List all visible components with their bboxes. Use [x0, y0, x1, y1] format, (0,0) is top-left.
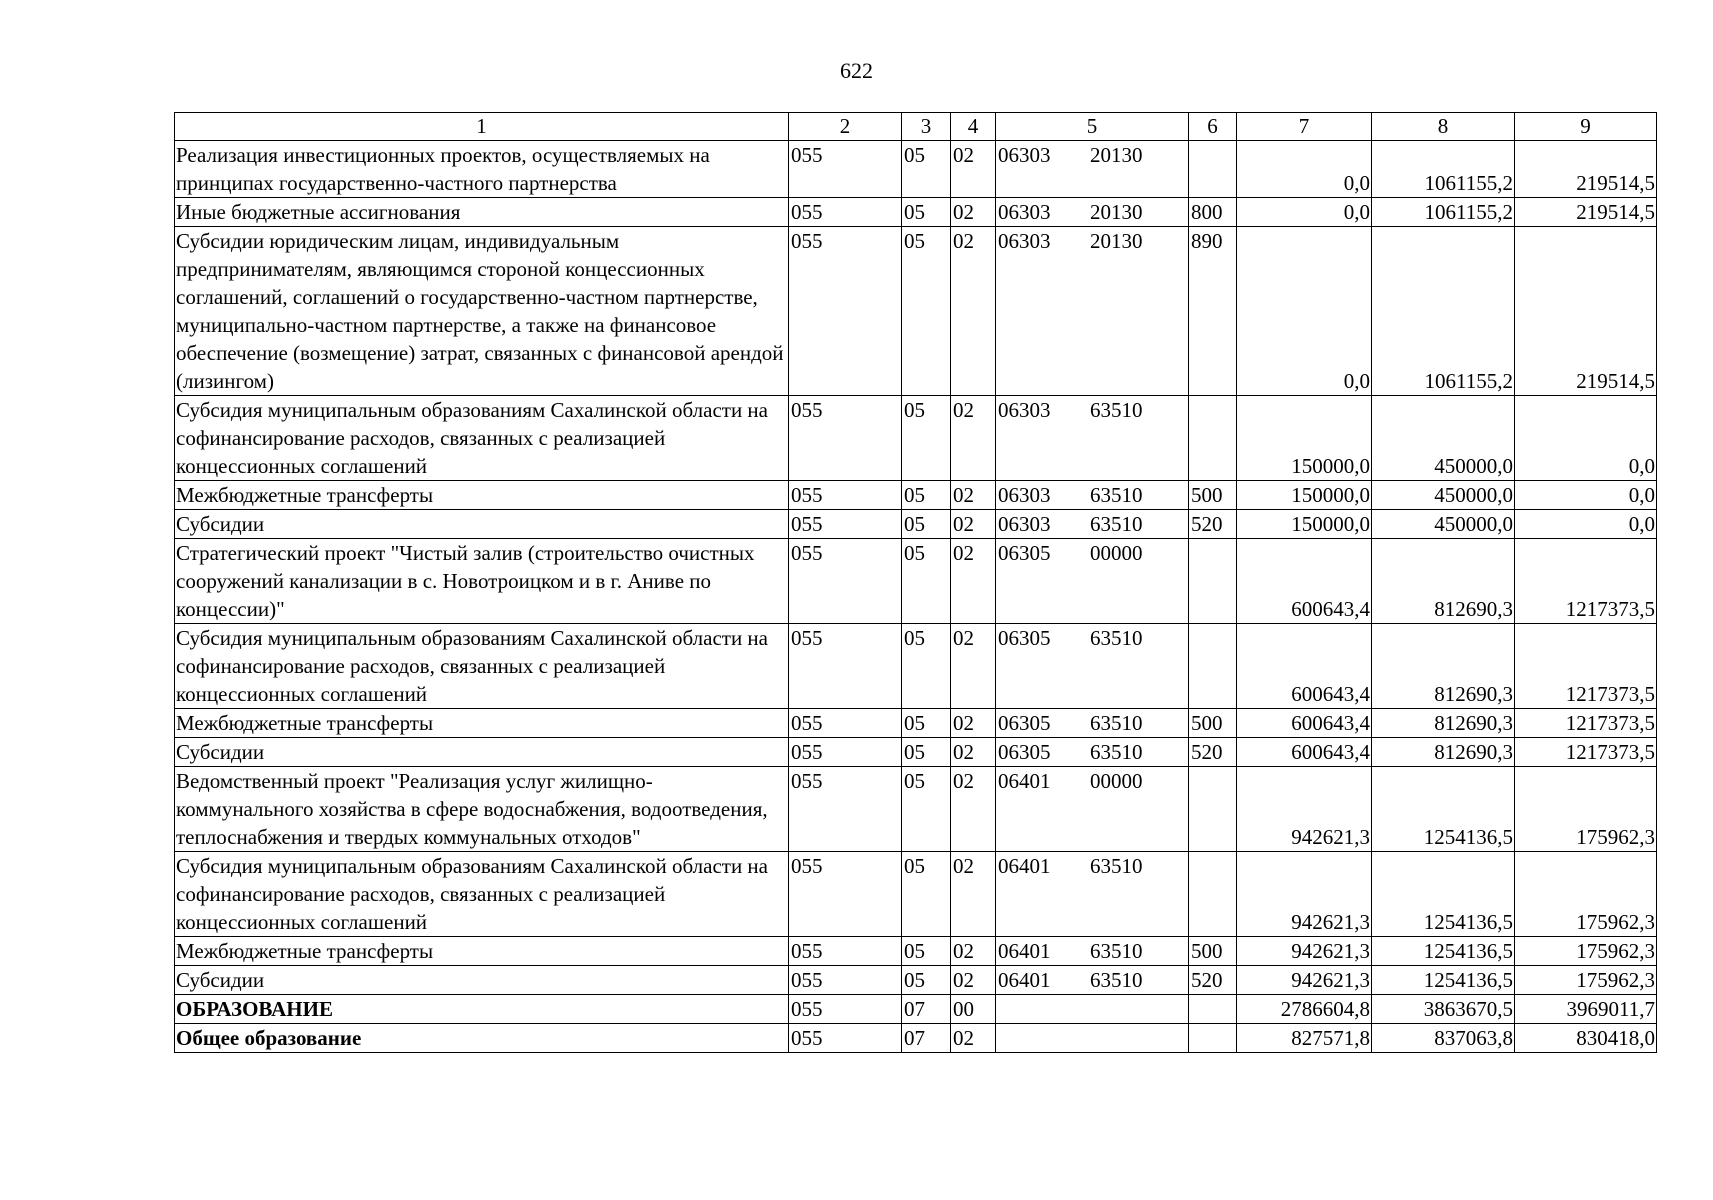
amount-col-8: 812690,3	[1372, 738, 1515, 767]
amount-col-9: 219514,5	[1515, 227, 1657, 396]
expense-name: Субсидия муниципальным образованиям Сахалинской области на софинансирование расходов, связанных с реализацией концессионных соглашений	[175, 396, 789, 481]
amount-col-9: 219514,5	[1515, 141, 1657, 198]
amount-col-9: 175962,3	[1515, 966, 1657, 995]
direction-code: 00000	[1090, 541, 1143, 565]
table-row	[175, 852, 1657, 937]
direction-code: 63510	[1090, 512, 1143, 536]
amount-col-8: 1254136,5	[1372, 937, 1515, 966]
amount-col-8: 812690,3	[1372, 539, 1515, 624]
direction-code: 63510	[1090, 968, 1143, 992]
expense-type-code: 520	[1189, 510, 1237, 539]
table-row	[175, 539, 1657, 624]
expense-name: ОБРАЗОВАНИЕ	[175, 995, 789, 1024]
subsection-code: 02	[951, 539, 996, 624]
ministry-code: 055	[789, 141, 902, 198]
ministry-code: 055	[789, 624, 902, 709]
expense-type-code: 890	[1189, 227, 1237, 396]
amount-col-7: 942621,3	[1237, 966, 1372, 995]
subsection-code: 02	[951, 396, 996, 481]
section-code: 05	[902, 624, 951, 709]
ministry-code: 055	[789, 481, 902, 510]
program-code: 06401	[998, 939, 1051, 963]
amount-col-9: 3969011,7	[1515, 995, 1657, 1024]
subsection-code: 02	[951, 852, 996, 937]
section-code: 05	[902, 852, 951, 937]
target-article-code	[996, 738, 1189, 767]
expense-name: Общее образование	[175, 1024, 789, 1053]
table-row	[175, 198, 1657, 227]
section-code: 05	[902, 510, 951, 539]
section-code: 05	[902, 767, 951, 852]
expense-name: Субсидии	[175, 738, 789, 767]
direction-code: 63510	[1090, 939, 1143, 963]
header-col-7: 7	[1237, 113, 1372, 141]
table-row	[175, 481, 1657, 510]
expense-name: Стратегический проект "Чистый залив (строительство очистных сооружений канализации в с. Новотроицком и в г. Аниве по концессии)"	[175, 539, 789, 624]
amount-col-7: 150000,0	[1237, 396, 1372, 481]
target-article-code	[996, 539, 1189, 624]
header-col-8: 8	[1372, 113, 1515, 141]
amount-col-9: 175962,3	[1515, 852, 1657, 937]
amount-col-8: 812690,3	[1372, 624, 1515, 709]
ministry-code: 055	[789, 852, 902, 937]
expense-type-code	[1189, 539, 1237, 624]
amount-col-7: 600643,4	[1237, 738, 1372, 767]
amount-col-7: 600643,4	[1237, 709, 1372, 738]
target-article-code	[996, 937, 1189, 966]
subsection-code: 00	[951, 995, 996, 1024]
amount-col-7: 150000,0	[1237, 481, 1372, 510]
program-code: 06303	[998, 229, 1051, 253]
expense-name: Субсидии	[175, 966, 789, 995]
program-code: 06305	[998, 740, 1051, 764]
table-row	[175, 767, 1657, 852]
table-row	[175, 995, 1657, 1024]
amount-col-9: 0,0	[1515, 510, 1657, 539]
amount-col-7: 600643,4	[1237, 539, 1372, 624]
subsection-code: 02	[951, 227, 996, 396]
section-code: 05	[902, 396, 951, 481]
table-row	[175, 738, 1657, 767]
subsection-code: 02	[951, 1024, 996, 1053]
table-row	[175, 227, 1657, 396]
target-article-code	[996, 709, 1189, 738]
expense-type-code: 520	[1189, 738, 1237, 767]
amount-col-7: 2786604,8	[1237, 995, 1372, 1024]
header-col-2: 2	[789, 113, 902, 141]
program-code: 06401	[998, 769, 1051, 793]
ministry-code: 055	[789, 1024, 902, 1053]
target-article-code	[996, 510, 1189, 539]
table-row	[175, 937, 1657, 966]
table-row	[175, 1024, 1657, 1053]
table-body	[175, 141, 1657, 1053]
subsection-code: 02	[951, 624, 996, 709]
ministry-code: 055	[789, 510, 902, 539]
amount-col-8: 450000,0	[1372, 396, 1515, 481]
expense-type-code: 500	[1189, 481, 1237, 510]
expense-name: Реализация инвестиционных проектов, осуществляемых на принципах государственно-частного партнерства	[175, 141, 789, 198]
amount-col-9: 175962,3	[1515, 937, 1657, 966]
header-col-9: 9	[1515, 113, 1657, 141]
direction-code: 20130	[1090, 200, 1143, 224]
amount-col-9: 0,0	[1515, 396, 1657, 481]
program-code: 06303	[998, 200, 1051, 224]
section-code: 05	[902, 227, 951, 396]
header-col-1: 1	[175, 113, 789, 141]
amount-col-8: 812690,3	[1372, 709, 1515, 738]
amount-col-9: 1217373,5	[1515, 738, 1657, 767]
expense-name: Ведомственный проект "Реализация услуг жилищно-коммунального хозяйства в сфере водоснабжения, водоотведения, теплоснабжения и твердых коммунальных отходов"	[175, 767, 789, 852]
header-col-3: 3	[902, 113, 951, 141]
amount-col-7: 942621,3	[1237, 767, 1372, 852]
amount-col-8: 450000,0	[1372, 481, 1515, 510]
expense-type-code	[1189, 141, 1237, 198]
expense-name: Межбюджетные трансферты	[175, 481, 789, 510]
amount-col-7: 942621,3	[1237, 937, 1372, 966]
direction-code: 63510	[1090, 483, 1143, 507]
section-code: 05	[902, 141, 951, 198]
amount-col-8: 450000,0	[1372, 510, 1515, 539]
program-code: 06305	[998, 626, 1051, 650]
expense-name: Субсидия муниципальным образованиям Сахалинской области на софинансирование расходов, связанных с реализацией концессионных соглашений	[175, 624, 789, 709]
target-article-code	[996, 624, 1189, 709]
subsection-code: 02	[951, 141, 996, 198]
amount-col-8: 1254136,5	[1372, 852, 1515, 937]
target-article-code	[996, 852, 1189, 937]
target-article-code	[996, 1024, 1189, 1053]
program-code: 06305	[998, 541, 1051, 565]
ministry-code: 055	[789, 396, 902, 481]
amount-col-8: 1061155,2	[1372, 198, 1515, 227]
table-row	[175, 966, 1657, 995]
subsection-code: 02	[951, 510, 996, 539]
subsection-code: 02	[951, 198, 996, 227]
amount-col-9: 1217373,5	[1515, 539, 1657, 624]
expense-name: Субсидия муниципальным образованиям Сахалинской области на софинансирование расходов, связанных с реализацией концессионных соглашений	[175, 852, 789, 937]
expense-type-code	[1189, 767, 1237, 852]
amount-col-8: 1254136,5	[1372, 966, 1515, 995]
expense-type-code	[1189, 1024, 1237, 1053]
table-row	[175, 510, 1657, 539]
ministry-code: 055	[789, 937, 902, 966]
direction-code: 63510	[1090, 626, 1143, 650]
expense-type-code	[1189, 995, 1237, 1024]
amount-col-8: 1061155,2	[1372, 141, 1515, 198]
header-col-6: 6	[1189, 113, 1237, 141]
expense-name: Иные бюджетные ассигнования	[175, 198, 789, 227]
direction-code: 63510	[1090, 854, 1143, 878]
amount-col-9: 1217373,5	[1515, 624, 1657, 709]
amount-col-7: 0,0	[1237, 227, 1372, 396]
ministry-code: 055	[789, 198, 902, 227]
section-code: 05	[902, 481, 951, 510]
expense-name: Субсидии юридическим лицам, индивидуальным предпринимателям, являющимся стороной концессионных соглашений, соглашений о государственно-частном партнерстве, муниципально-частном партнерстве, а также на финансовое обеспечение (возмещение) затрат, связанных с финансовой арендой (лизингом)	[175, 227, 789, 396]
amount-col-7: 0,0	[1237, 198, 1372, 227]
direction-code: 00000	[1090, 769, 1143, 793]
target-article-code	[996, 481, 1189, 510]
amount-col-7: 942621,3	[1237, 852, 1372, 937]
expense-type-code: 500	[1189, 709, 1237, 738]
expense-type-code: 520	[1189, 966, 1237, 995]
table-row	[175, 396, 1657, 481]
target-article-code	[996, 767, 1189, 852]
amount-col-9: 219514,5	[1515, 198, 1657, 227]
amount-col-7: 0,0	[1237, 141, 1372, 198]
expense-name: Субсидии	[175, 510, 789, 539]
header-col-4: 4	[951, 113, 996, 141]
expense-type-code	[1189, 624, 1237, 709]
ministry-code: 055	[789, 767, 902, 852]
table-row	[175, 709, 1657, 738]
target-article-code	[996, 141, 1189, 198]
section-code: 07	[902, 995, 951, 1024]
ministry-code: 055	[789, 709, 902, 738]
amount-col-8: 837063,8	[1372, 1024, 1515, 1053]
subsection-code: 02	[951, 767, 996, 852]
subsection-code: 02	[951, 738, 996, 767]
target-article-code	[996, 198, 1189, 227]
section-code: 05	[902, 709, 951, 738]
section-code: 07	[902, 1024, 951, 1053]
amount-col-9: 830418,0	[1515, 1024, 1657, 1053]
section-code: 05	[902, 738, 951, 767]
program-code: 06303	[998, 398, 1051, 422]
expense-type-code	[1189, 396, 1237, 481]
amount-col-9: 175962,3	[1515, 767, 1657, 852]
page-number: 622	[840, 58, 873, 83]
direction-code: 20130	[1090, 143, 1143, 167]
expense-name: Межбюджетные трансферты	[175, 709, 789, 738]
amount-col-7: 600643,4	[1237, 624, 1372, 709]
program-code: 06303	[998, 512, 1051, 536]
amount-col-9: 0,0	[1515, 481, 1657, 510]
section-code: 05	[902, 539, 951, 624]
ministry-code: 055	[789, 966, 902, 995]
target-article-code	[996, 995, 1189, 1024]
direction-code: 63510	[1090, 740, 1143, 764]
section-code: 05	[902, 937, 951, 966]
program-code: 06303	[998, 483, 1051, 507]
ministry-code: 055	[789, 995, 902, 1024]
expense-type-code: 800	[1189, 198, 1237, 227]
header-row	[175, 113, 1657, 141]
program-code: 06401	[998, 968, 1051, 992]
expense-name: Межбюджетные трансферты	[175, 937, 789, 966]
direction-code: 20130	[1090, 229, 1143, 253]
expense-type-code	[1189, 852, 1237, 937]
section-code: 05	[902, 966, 951, 995]
subsection-code: 02	[951, 481, 996, 510]
budget-table	[174, 112, 1657, 1053]
header-col-5: 5	[996, 113, 1189, 141]
expense-type-code: 500	[1189, 937, 1237, 966]
table-row	[175, 624, 1657, 709]
program-code: 06305	[998, 711, 1051, 735]
subsection-code: 02	[951, 937, 996, 966]
program-code: 06303	[998, 143, 1051, 167]
subsection-code: 02	[951, 709, 996, 738]
target-article-code	[996, 966, 1189, 995]
amount-col-9: 1217373,5	[1515, 709, 1657, 738]
target-article-code	[996, 227, 1189, 396]
amount-col-7: 150000,0	[1237, 510, 1372, 539]
subsection-code: 02	[951, 966, 996, 995]
section-code: 05	[902, 198, 951, 227]
table-row	[175, 141, 1657, 198]
target-article-code	[996, 396, 1189, 481]
program-code: 06401	[998, 854, 1051, 878]
ministry-code: 055	[789, 227, 902, 396]
ministry-code: 055	[789, 738, 902, 767]
amount-col-8: 1061155,2	[1372, 227, 1515, 396]
ministry-code: 055	[789, 539, 902, 624]
amount-col-8: 3863670,5	[1372, 995, 1515, 1024]
amount-col-8: 1254136,5	[1372, 767, 1515, 852]
direction-code: 63510	[1090, 711, 1143, 735]
direction-code: 63510	[1090, 398, 1143, 422]
amount-col-7: 827571,8	[1237, 1024, 1372, 1053]
